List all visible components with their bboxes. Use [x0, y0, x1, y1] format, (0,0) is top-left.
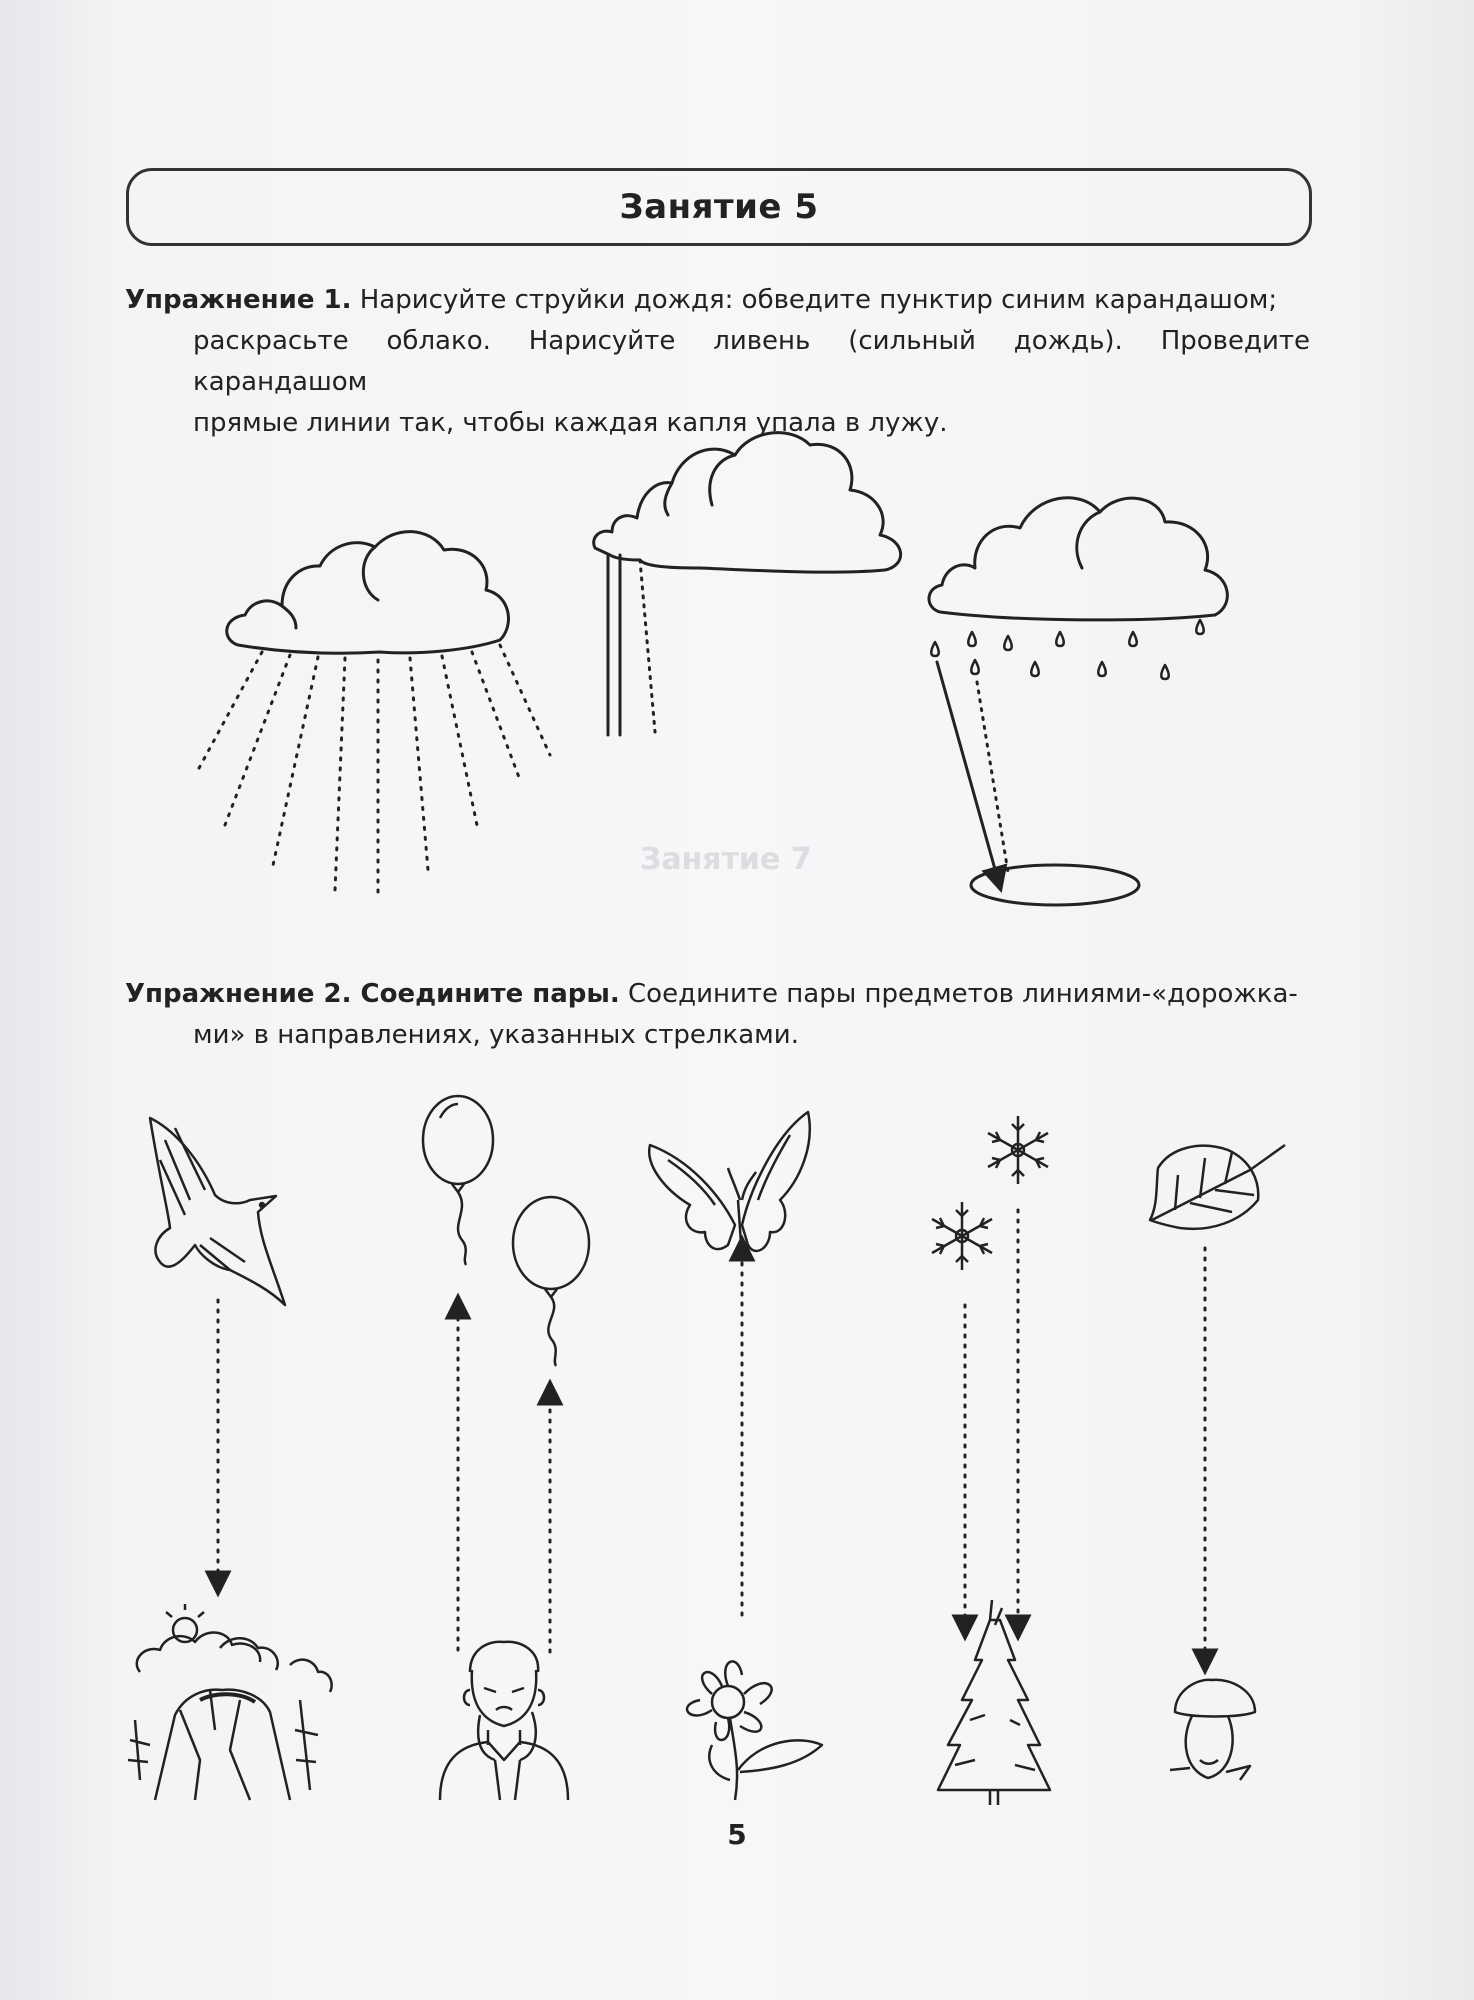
puddle-icon[interactable] [971, 865, 1139, 905]
drop-arrow[interactable] [937, 662, 998, 880]
lesson-title: Занятие 5 [619, 187, 819, 227]
exercise-1-line-1: Нарисуйте струйки дождя: обведите пунктир синим карандашом; [351, 285, 1278, 315]
cloud-1-icon[interactable] [227, 532, 509, 654]
balloon-1-icon[interactable] [423, 1096, 493, 1265]
snowflake-1-icon[interactable] [988, 1116, 1048, 1184]
crying-boy-icon[interactable] [440, 1642, 568, 1800]
balloon-2-icon[interactable] [513, 1197, 589, 1366]
snowflake-2-icon[interactable] [932, 1202, 992, 1270]
flower-icon[interactable] [687, 1661, 822, 1800]
exercise-1-label: Упражнение 1. [125, 285, 352, 315]
exercise-2-line-1: Соедините пары предметов линиями-«дорожка- [619, 979, 1298, 1009]
bleed-through-text: Занятие 7 [640, 842, 812, 877]
exercise-1-line-2: раскрасьте облако. Нарисуйте ливень (сильный дождь). Проведите карандашом [193, 326, 1310, 397]
cloud-2-icon[interactable] [594, 433, 901, 572]
butterfly-icon[interactable] [649, 1112, 810, 1258]
page-number: 5 [727, 1818, 747, 1851]
rain-drops[interactable] [931, 620, 1204, 679]
mushroom-icon[interactable] [1170, 1680, 1255, 1780]
dotted-rain-rays[interactable] [198, 645, 550, 893]
mountain-nest-icon[interactable] [128, 1604, 332, 1800]
exercise-2-label: Упражнение 2. Соедините пары. [125, 979, 620, 1009]
exercise-1-line-3: прямые линии так, чтобы каждая капля упала в лужу. [193, 408, 948, 438]
exercise-2-line-2: ми» в направлениях, указанных стрелками. [193, 1020, 799, 1050]
eagle-icon[interactable] [150, 1118, 285, 1305]
fir-tree-icon[interactable] [938, 1600, 1050, 1805]
connection-paths[interactable] [218, 1210, 1205, 1662]
leaf-icon[interactable] [1150, 1145, 1285, 1229]
